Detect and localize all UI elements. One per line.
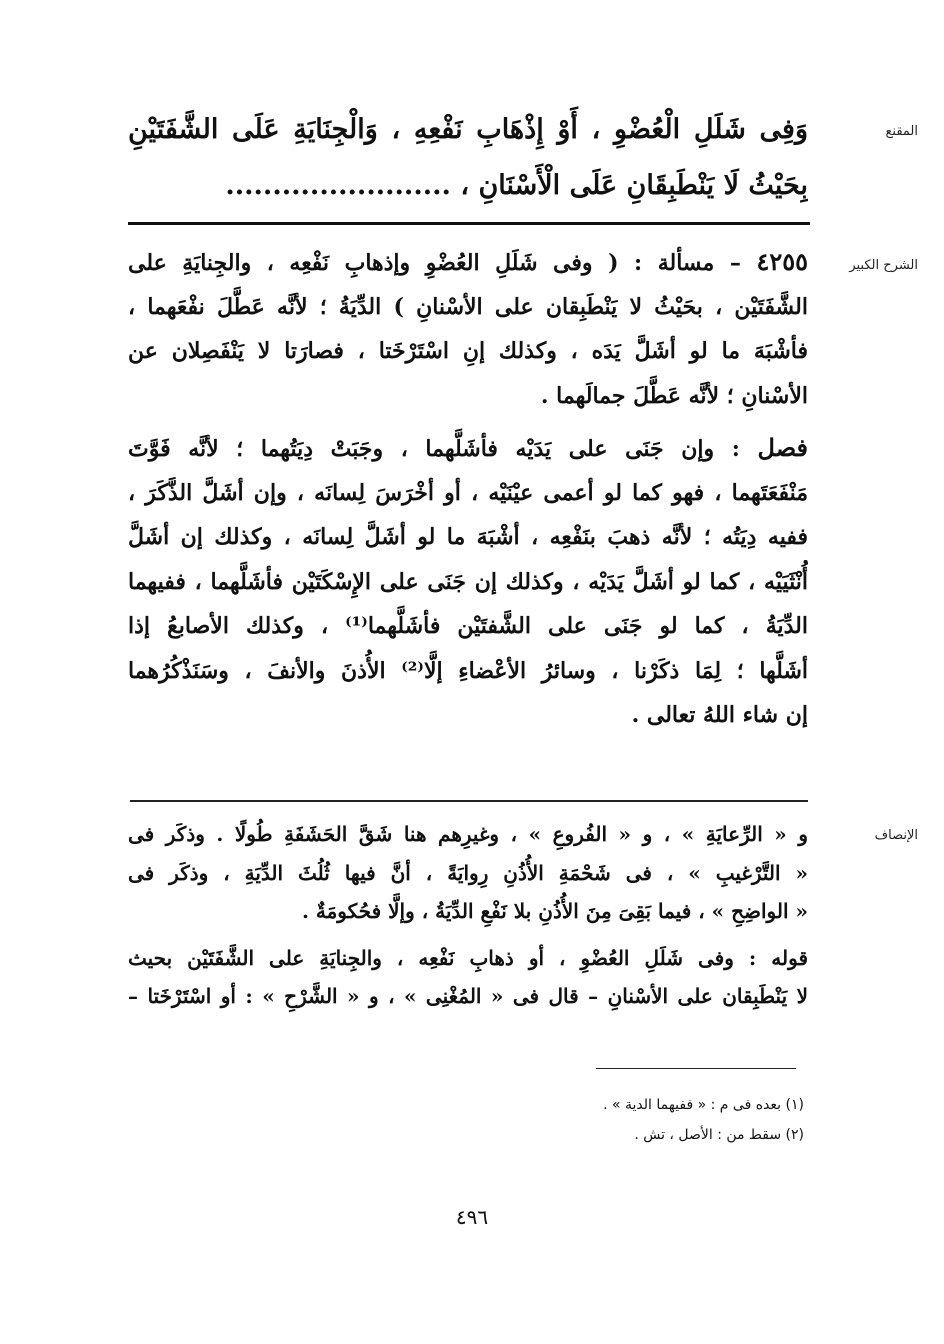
sharh-line: أُنْثَيَيْه ، كما لو أشَلَّ يَدَيْه ، وكذلك إن جَنَى على الإِسْكَتَيْن فأشَلَّهما ، ففيهما (128, 568, 808, 595)
insaf-line: و « الرِّعايَةِ » ، و « الفُروعِ » ، وغيرِهم هنا شَقَّ الحَشَفَةِ طُولًا . وذكَر فى (128, 822, 808, 846)
sharh-line: فأشْبَهَ ما لو أشَلَّ يَدَه ، وكذلك إنِ اسْتَرْخَتا ، فصارَتا لا يَنْفَصِلان عن (128, 338, 808, 364)
section-divider (130, 800, 808, 802)
insaf-line: « التَّرْغيبِ » ، فى شَحْمَةِ الأُذُنِ رِوايَةً ، أنَّ فيها ثُلُثَ الدِّيَةِ ، وذكَر فى (128, 860, 808, 885)
sharh-line: ففيه دِيَتُه ؛ لأنَّه ذهبَ بنَفْعِه ، أشْبَهَ ما لو أشَلَّ لِسانَه ، وكذلك إن أشَلَّ (128, 524, 808, 550)
insaf-line: قوله : وفى شَلَلِ العُضْوِ ، أو ذهابِ نَفْعِه ، والجِنايَةِ على الشَّفَتَيْن بحيث (128, 945, 808, 970)
sharh-line: أشَلَّها ؛ لِمَا ذكَرْنا ، وسائرُ الأعْضاءِ إلَّا⁽²⁾ الأُذنَ والأنفَ ، وسَنَذْكُرُهما (128, 657, 808, 684)
sharh-line: الشَّفَتَيْن ، بحَيْثُ لا يَنْطَبِقان على الأسْنانِ ) الدِّيَةُ ؛ لأنَّه عَطَّلَ نفْعَهما ، (128, 293, 808, 320)
paragraph-gap (128, 931, 808, 939)
section-label-insaf: الإنصاف (874, 828, 918, 843)
footnote-1: (١) بعده فى م : « ففيهما الدية » . (603, 1097, 804, 1113)
sharh-line (128, 240, 808, 285)
insaf-text (128, 815, 808, 1016)
paragraph-gap (128, 418, 808, 426)
insaf-line: لا يَنْطَبِقان على الأسْنانِ – قال فى « المُغْنِى » ، و « الشَّرْحِ » : أو اسْتَرْخَتا – (128, 984, 808, 1008)
section-label-muqni: المقنع (885, 124, 918, 139)
sharh-line: إن شاء اللهُ تعالى . (631, 702, 808, 728)
sharh-text (128, 240, 808, 738)
footnote-2: (٢) سقط من : الأصل ، تش . (634, 1127, 804, 1143)
muqni-line: بِحَيْثُ لَا يَنْطَبِقَانِ عَلَى الْأَسْنَانِ ، ........................ (225, 170, 808, 201)
sharh-first-line: – مسألة : ( وفى شَلَلِ العُضْوِ وإذهابِ نَفْعِه ، والجِنايَةِ على (128, 250, 741, 276)
page-number: ٤٩٦ (455, 1205, 489, 1229)
sharh-line (128, 426, 808, 471)
sharh-line: الأسْنانِ ؛ لأنَّه عَطَّلَ جمالَهما . (540, 382, 808, 409)
muqni-line: وَفِى شَلَلِ الْعُضْوِ ، أَوْ إِذْهَابِ نَفْعِهِ ، وَالْجِنَايَةِ عَلَى الشَّفَتَيْنِ (128, 114, 808, 145)
sharh-line: الدِّيَةُ ، كما لو جَنَى على الشَّفتَيْن فأشَلَّهما⁽¹⁾ ، وكذلك الأصابعُ إذا (128, 613, 808, 639)
sharh-line: مَنْفَعَتَهما ، فهو كما لو أعمى عيْنَيْه ، أو أخْرَسَ لِسانَه ، وإن أشَلَّ الذَّكَرَ ، (128, 479, 808, 506)
muqni-text (128, 102, 808, 214)
issue-number: ٤٢٥٥ (756, 247, 808, 276)
fasl-first-line: : وإن جَنَى على يَدَيْه فأشَلَّهما ، وجَبَتْ دِيَتُهما ؛ لأنَّه فَوَّتَ (128, 436, 740, 462)
insaf-line: « الواضِحِ » ، فيما بَقِىَ مِنَ الأُذُنِ بلا نَفْعِ الدِّيَةُ ، وإلَّا فحُكومَةٌ . (301, 899, 808, 923)
fasl-heading: فصل (757, 433, 808, 462)
section-label-sharh: الشرح الكبير (849, 258, 918, 273)
footnote-divider (596, 1068, 796, 1069)
section-divider (128, 222, 810, 225)
